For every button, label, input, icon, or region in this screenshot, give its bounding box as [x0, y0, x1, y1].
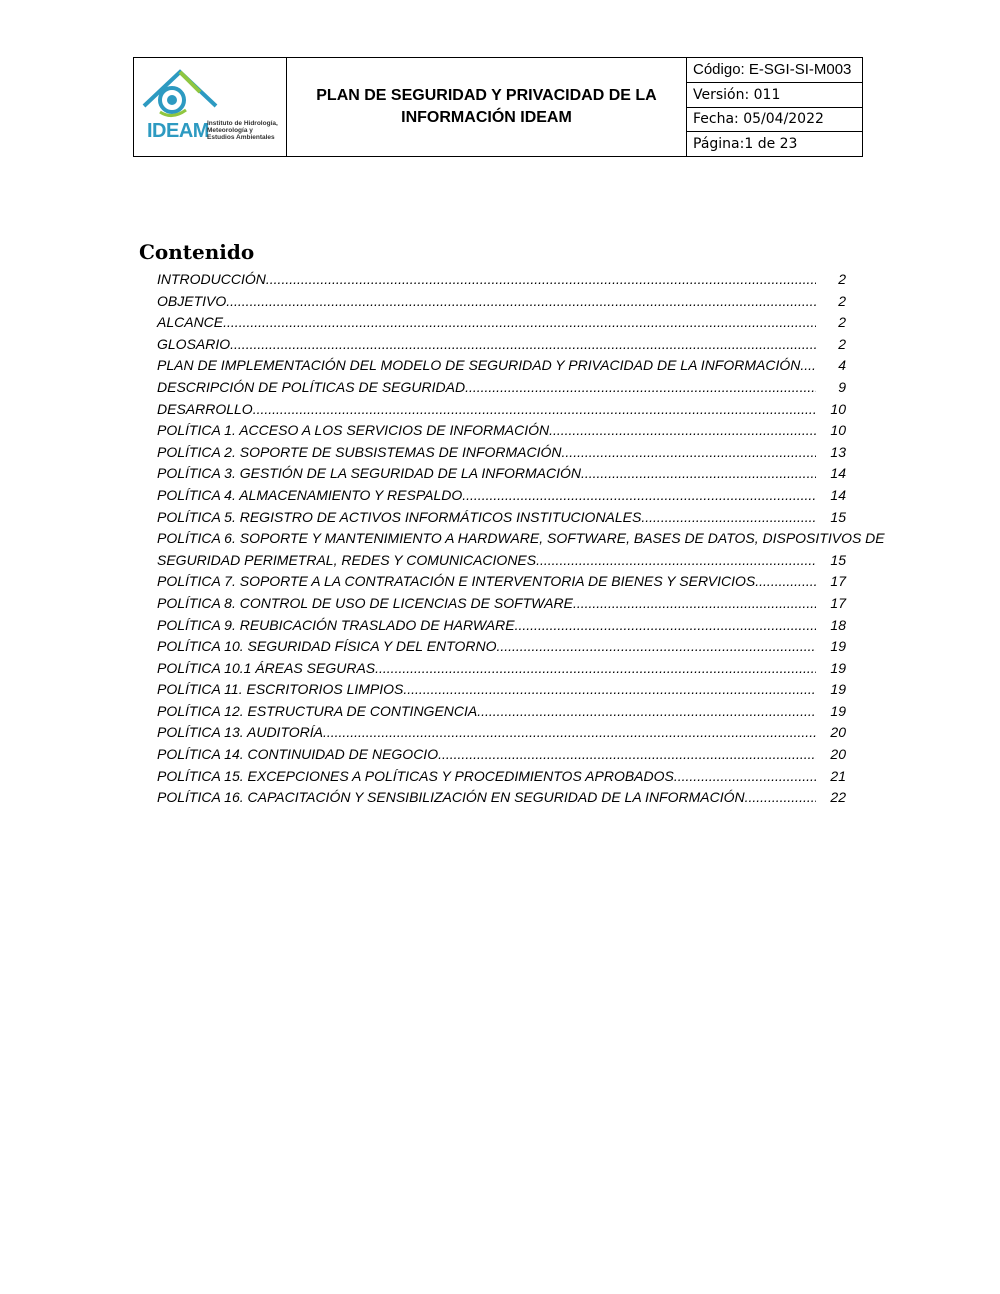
toc-page-number: 10	[830, 400, 846, 417]
version: Versión: 011	[687, 83, 862, 108]
toc-entry-label: POLÍTICA 8. CONTROL DE USO DE LICENCIAS DE SOFTWARE	[157, 594, 573, 611]
toc-entry[interactable]	[157, 377, 862, 399]
toc-entry[interactable]	[157, 485, 862, 507]
toc-entry[interactable]	[157, 787, 862, 809]
logo-text: IDEAM	[147, 120, 209, 142]
toc-entry-label: POLÍTICA 9. REUBICACIÓN TRASLADO DE HARWARE	[157, 616, 515, 633]
toc-title: Contenido	[139, 240, 255, 264]
toc-page-number: 17	[830, 594, 846, 611]
toc-page-number: 20	[830, 746, 846, 763]
toc-entry-label: POLÍTICA 7. SOPORTE A LA CONTRATACIÓN E INTERVENTORIA DE BIENES Y SERVICIOS	[157, 573, 756, 590]
toc-entry[interactable]	[157, 701, 862, 723]
toc-entry[interactable]	[157, 355, 862, 377]
toc-entry-label: POLÍTICA 4. ALMACENAMIENTO Y RESPALDO	[157, 486, 463, 503]
fecha: Fecha: 05/04/2022	[687, 108, 862, 133]
toc-entry-label: POLÍTICA 11. ESCRITORIOS LIMPIOS	[157, 681, 404, 698]
toc-entry-label: DESARROLLO	[157, 400, 253, 417]
ideam-logo-icon	[140, 66, 220, 122]
toc-entry[interactable]	[157, 334, 862, 356]
toc-entry-label: INTRODUCCIÓN	[157, 271, 266, 287]
toc-page-number: 15	[830, 508, 846, 525]
toc-page-number: 21	[830, 767, 846, 784]
toc-entry[interactable]	[157, 766, 862, 788]
toc-entry-label: ALCANCE	[157, 314, 224, 331]
toc-entry-label: POLÍTICA 1. ACCESO A LOS SERVICIOS DE INFORMACIÓN	[157, 422, 550, 439]
toc-page-number: 10	[830, 422, 846, 439]
toc-entry[interactable]	[157, 679, 862, 701]
toc-entry-label: GLOSARIO	[157, 335, 231, 352]
toc-entry[interactable]	[157, 291, 862, 313]
toc-page-number: 2	[838, 292, 846, 309]
toc-page-number: 19	[830, 681, 846, 698]
toc-page-number: 4	[838, 357, 846, 374]
toc-entry-label: POLÍTICA 2. SOPORTE DE SUBSISTEMAS DE INFORMACIÓN	[157, 443, 562, 460]
logo-cell	[134, 58, 287, 156]
toc-entry-continued[interactable]: SEGURIDAD PERIMETRAL, REDES Y COMUNICACIONES ..... 15	[157, 550, 862, 572]
toc-page-number: 15	[830, 551, 846, 568]
toc-page-number: 18	[830, 616, 846, 633]
toc-page-number: 2	[838, 335, 846, 352]
toc-entry-label: POLÍTICA 10. SEGURIDAD FÍSICA Y DEL ENTORNO	[157, 638, 497, 655]
toc-entry[interactable]	[157, 593, 862, 615]
toc-page-number: 19	[830, 659, 846, 676]
toc-entry[interactable]	[157, 269, 862, 291]
toc-entry[interactable]	[157, 615, 862, 637]
document-metadata	[687, 58, 862, 156]
pagina: Página:1 de 23	[693, 136, 798, 153]
toc-entry-label: POLÍTICA 15. EXCEPCIONES A POLÍTICAS Y PROCEDIMIENTOS APROBADOS	[157, 767, 674, 784]
toc-entry-label: OBJETIVO	[157, 292, 227, 309]
logo-subtitle: Instituto de Hidrología, Meteorología y Estudios Ambientales	[207, 120, 278, 141]
toc-entry-label: POLÍTICA 5. REGISTRO DE ACTIVOS INFORMÁTICOS INSTITUCIONALES	[157, 508, 642, 525]
toc-entry[interactable]	[157, 463, 862, 485]
toc-page-number: 9	[838, 378, 846, 395]
toc-entry[interactable]	[157, 507, 862, 529]
toc-entry-label: PLAN DE IMPLEMENTACIÓN DEL MODELO DE SEGURIDAD Y PRIVACIDAD DE LA INFORMACIÓN	[157, 357, 801, 374]
toc-entry[interactable]	[157, 312, 862, 334]
toc-entry-label: POLÍTICA 14. CONTINUIDAD DE NEGOCIO	[157, 746, 439, 763]
toc-page-number: 22	[830, 789, 846, 806]
toc-page-number: 19	[830, 638, 846, 655]
toc-page-number: 2	[838, 314, 846, 331]
toc-entry[interactable]	[157, 744, 862, 766]
toc-entry-label: POLÍTICA 13. AUDITORÍA	[157, 724, 323, 741]
toc-page-number: 2	[838, 271, 846, 287]
codigo: Código: E-SGI-SI-M003	[687, 58, 862, 83]
document-header	[133, 57, 863, 157]
toc-entry-label: POLÍTICA 3. GESTIÓN DE LA SEGURIDAD DE LA INFORMACIÓN	[157, 465, 581, 482]
toc-entry[interactable]	[157, 399, 862, 421]
toc-entry[interactable]	[157, 420, 862, 442]
toc-entry-label: POLÍTICA 16. CAPACITACIÓN Y SENSIBILIZACIÓN EN SEGURIDAD DE LA INFORMACIÓN	[157, 789, 745, 806]
document-title: PLAN DE SEGURIDAD Y PRIVACIDAD DE LA INFORMACIÓN IDEAM	[287, 58, 687, 156]
toc-entry[interactable]	[157, 636, 862, 658]
toc-page-number: 20	[830, 724, 846, 741]
toc-entry-label: POLÍTICA 10.1 ÁREAS SEGURAS	[157, 659, 376, 676]
toc-entry-label: DESCRIPCIÓN DE POLÍTICAS DE SEGURIDAD	[157, 378, 466, 395]
toc-page-number: 17	[830, 573, 846, 590]
toc-entry[interactable]	[157, 722, 862, 744]
toc-page-number: 13	[830, 443, 846, 460]
toc-page-number: 14	[830, 465, 846, 482]
toc-page-number: 14	[830, 486, 846, 503]
toc-entry[interactable]	[157, 442, 862, 464]
toc-entry[interactable]	[157, 658, 862, 680]
toc-page-number: 19	[830, 702, 846, 719]
toc-entry[interactable]: POLÍTICA 6. SOPORTE Y MANTENIMIENTO A HARDWARE, SOFTWARE, BASES DE DATOS, DISPOSITIVOS DE	[157, 530, 885, 547]
toc-entry[interactable]	[157, 571, 862, 593]
toc-entry-label: POLÍTICA 12. ESTRUCTURA DE CONTINGENCIA	[157, 702, 478, 719]
table-of-contents	[157, 269, 885, 809]
